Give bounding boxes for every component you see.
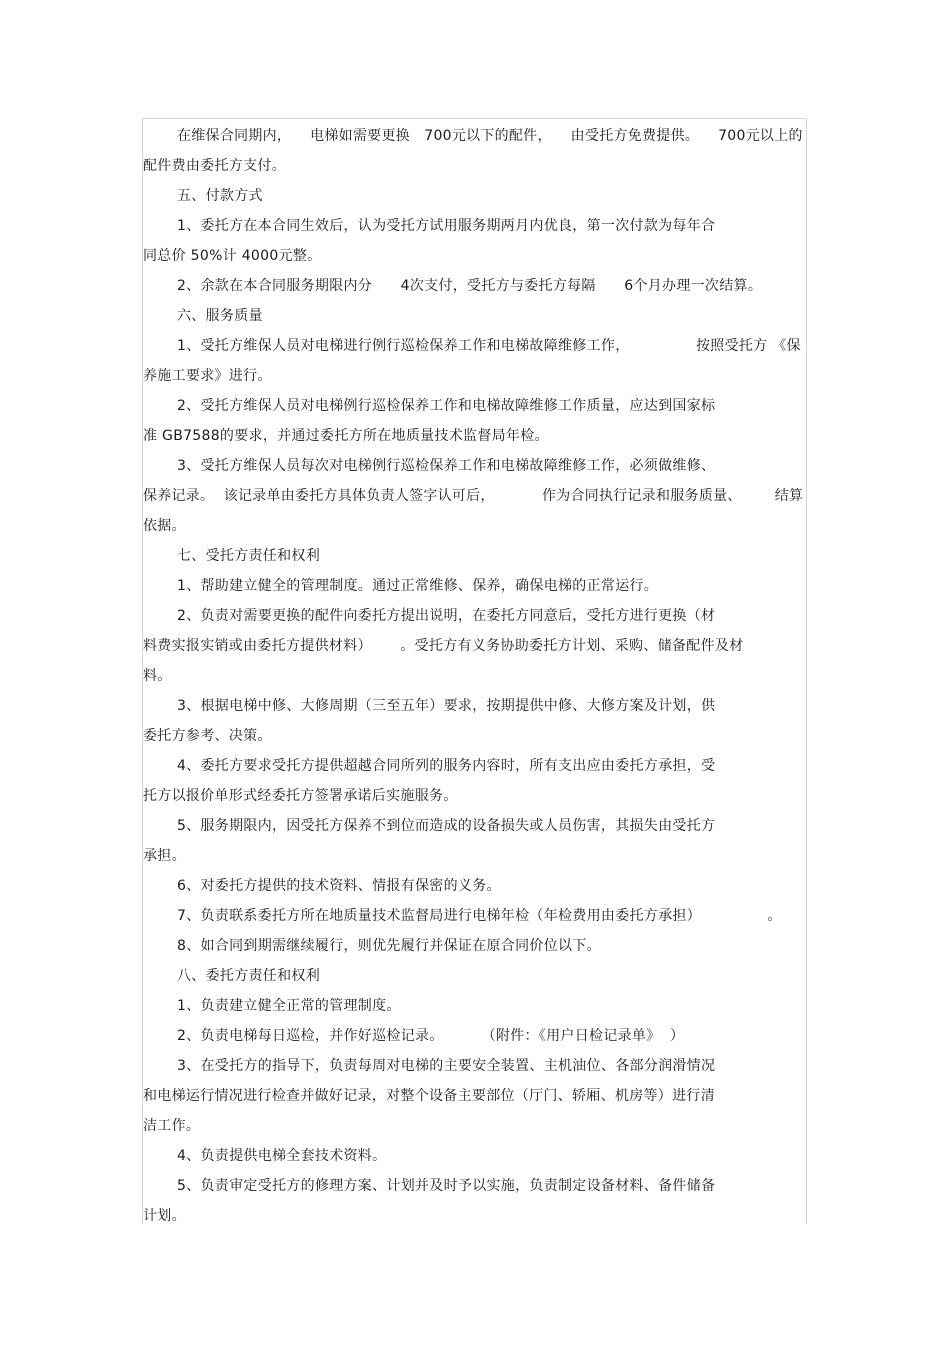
paragraph-line: 在维保合同期内， 电梯如需要更换 700元以下的配件， 由受托方免费提供。 700元以上的 [177, 128, 803, 144]
section-heading: 五、付款方式 [177, 188, 263, 204]
paragraph-line: 3、根据电梯中修、大修周期（三至五年）要求，按期提供中修、大修方案及计划，供 [177, 698, 716, 714]
paragraph-line: 1、帮助建立健全的管理制度。通过正常维修、保养，确保电梯的正常运行。 [177, 578, 659, 594]
paragraph-line: 计划。 [143, 1208, 186, 1224]
paragraph-line: 8、如合同到期需继续履行，则优先履行并保证在原合同价位以下。 [177, 938, 601, 954]
paragraph-line: 和电梯运行情况进行检查并做好记录，对整个设备主要部位（厅门、轿厢、机房等）进行清 [143, 1088, 715, 1104]
paragraph-line: 1、受托方维保人员对电梯进行例行巡检保养工作和电梯故障维修工作， 按照受托方 《保 [177, 338, 801, 354]
paragraph-line: 4、负责提供电梯全套技术资料。 [177, 1148, 387, 1164]
paragraph-line: 2、负责对需要更换的配件向委托方提出说明，在委托方同意后，受托方进行更换（材 [177, 608, 716, 624]
paragraph-line: 同总价 50%计 4000元整。 [143, 248, 322, 264]
paragraph-line: 料费实报实销或由委托方提供材料） 。受托方有义务协助委托方计划、采购、储备配件及材 [143, 638, 744, 654]
paragraph-line: 1、委托方在本合同生效后，认为受托方试用服务期两月内优良，第一次付款为每年合 [177, 218, 716, 234]
paragraph-line: 7、负责联系委托方所在地质量技术监督局进行电梯年检（年检费用由委托方承担） 。 [177, 908, 782, 924]
paragraph-line: 2、余款在本合同服务期限内分 4次支付，受托方与委托方每隔 6个月办理一次结算。 [177, 278, 763, 294]
paragraph-line: 托方以报价单形式经委托方签署承诺后实施服务。 [143, 788, 458, 804]
section-heading: 七、受托方责任和权利 [177, 548, 320, 564]
paragraph-line: 3、在受托方的指导下，负责每周对电梯的主要安全装置、主机油位、各部分润滑情况 [177, 1058, 716, 1074]
paragraph-line: 3、受托方维保人员每次对电梯例行巡检保养工作和电梯故障维修工作，必须做维修、 [177, 458, 716, 474]
paragraph-line: 养施工要求》进行。 [143, 368, 272, 384]
paragraph-line: 承担。 [143, 848, 186, 864]
paragraph-line: 5、负责审定受托方的修理方案、计划并及时予以实施，负责制定设备材料、备件储备 [177, 1178, 716, 1194]
paragraph-line: 4、委托方要求受托方提供超越合同所列的服务内容时，所有支出应由委托方承担，受 [177, 758, 716, 774]
paragraph-line: 洁工作。 [143, 1118, 201, 1134]
paragraph-line: 5、服务期限内，因受托方保养不到位而造成的设备损失或人员伤害，其损失由受托方 [177, 818, 716, 834]
paragraph-line: 2、受托方维保人员对电梯例行巡检保养工作和电梯故障维修工作质量，应达到国家标 [177, 398, 716, 414]
section-heading: 八、委托方责任和权利 [177, 968, 320, 984]
paragraph-line: 2、负责电梯每日巡检，并作好巡检记录。 （附件：《用户日检记录单》 ） [177, 1028, 685, 1044]
section-heading: 六、服务质量 [177, 308, 263, 324]
paragraph-line: 配件费由委托方支付。 [143, 158, 286, 174]
paragraph-line: 依据。 [143, 518, 186, 534]
paragraph-line: 6、对委托方提供的技术资料、情报有保密的义务。 [177, 878, 501, 894]
paragraph-line: 保养记录。 该记录单由委托方具体负责人签字认可后， 作为合同执行记录和服务质量、 结算 [143, 488, 804, 504]
paragraph-line: 1、负责建立健全正常的管理制度。 [177, 998, 401, 1014]
paragraph-line: 准 GB7588的要求，并通过委托方所在地质量技术监督局年检。 [143, 428, 549, 444]
paragraph-line: 料。 [143, 668, 172, 684]
paragraph-line: 委托方参考、决策。 [143, 728, 272, 744]
